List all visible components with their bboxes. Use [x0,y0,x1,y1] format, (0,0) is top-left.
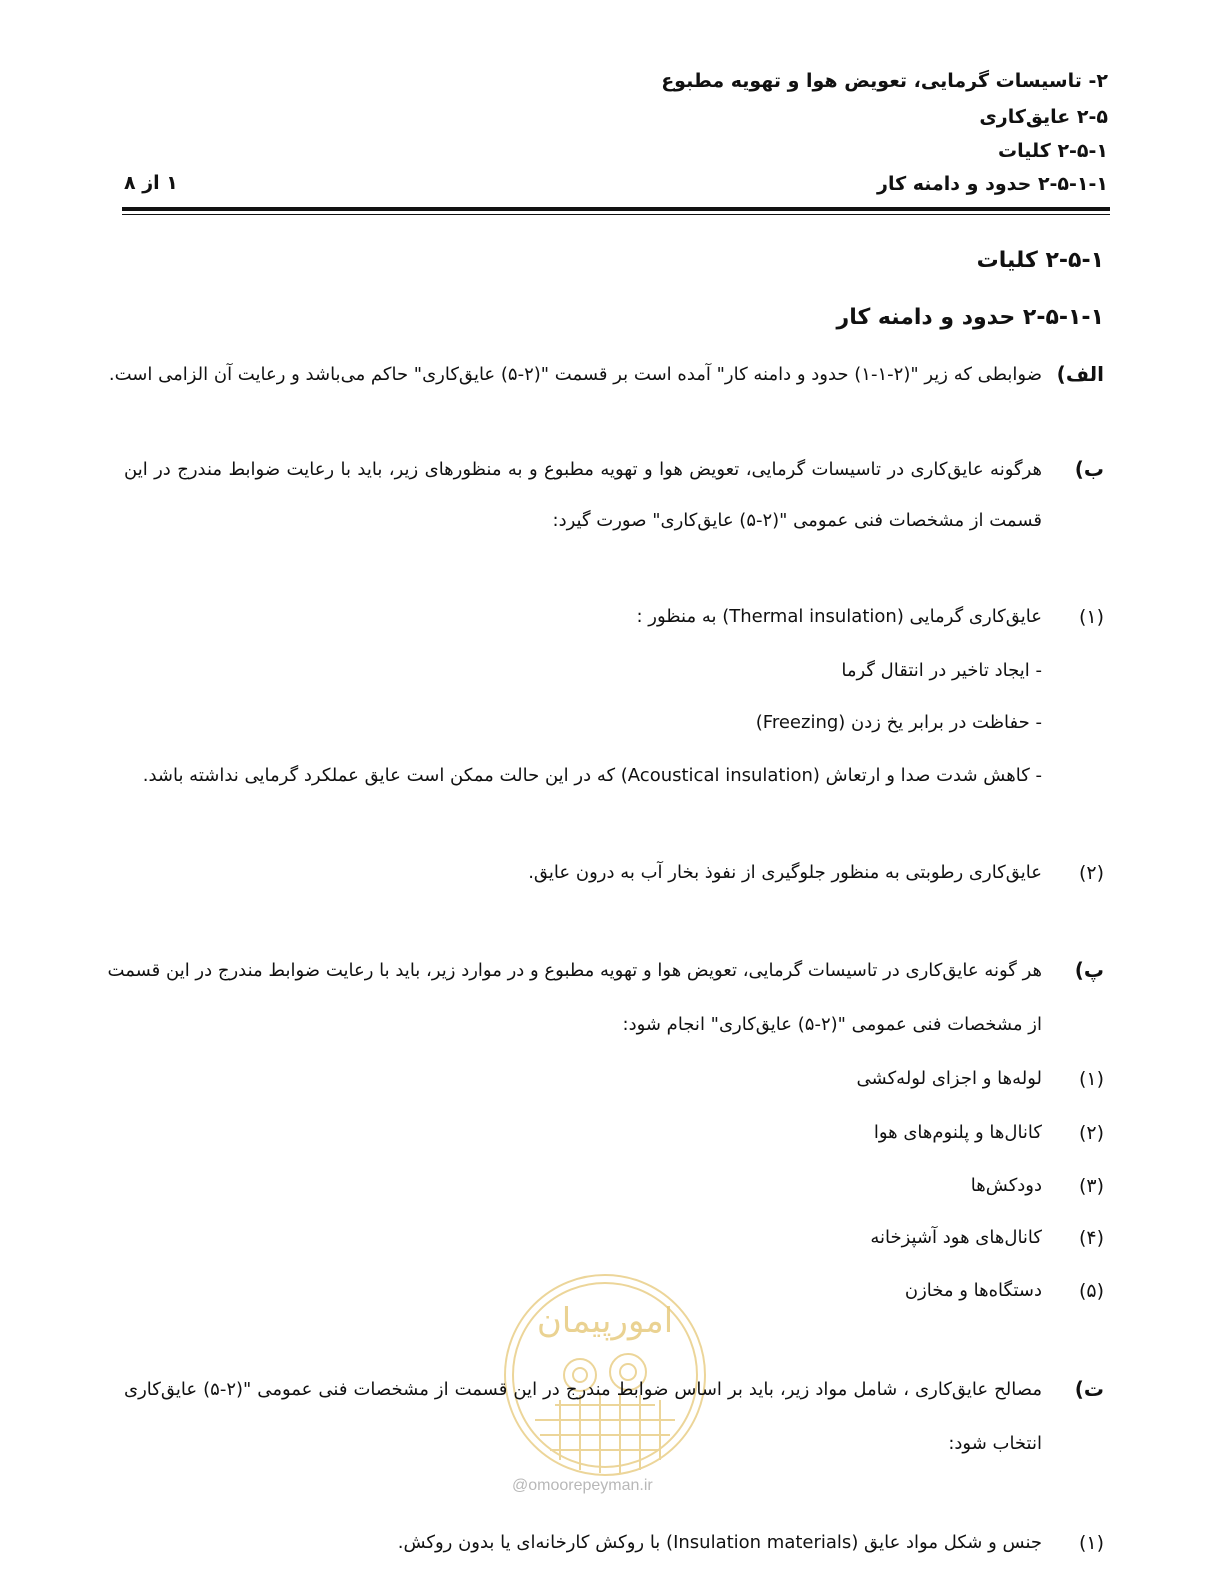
pe-item-2-num: (۲) [1078,1122,1104,1144]
pe-item-5-text: دستگاه‌ها و مخازن [904,1280,1042,1301]
pe-item-2-text: کانال‌ها و پلنوم‌های هوا [873,1122,1042,1143]
clause-te-label: ت) [1074,1377,1104,1401]
pe-item-4-text: کانال‌های هود آشپزخانه [870,1227,1042,1248]
te-item-1-num: (۱) [1078,1532,1104,1554]
pe-item-3-text: دودکش‌ها [970,1175,1042,1196]
heading-general: ۲-۵-۱ کلیات [976,248,1104,273]
watermark-site: @omoorepeyman.ir [512,1477,653,1494]
clause-alef-text: ضوابطی که زیر "(۲-۱-۱) حدود و دامنه کار" آمده است بر قسمت "(۲-۵) عایق‌کاری" حاکم می‌باشد و رعایت آن الزامی است. [108,364,1042,385]
be-item-2-num: (۲) [1078,862,1104,884]
pe-item-5-num: (۵) [1078,1280,1104,1302]
clause-te-line2: انتخاب شود: [948,1433,1042,1454]
clause-te-line1: مصالح عایق‌کاری ، شامل مواد زیر، باید بر اساس ضوابط مندرج در این قسمت از مشخصات فنی عمومی "(۲-۵) عایق‌کاری [124,1379,1042,1400]
be-item-1-text: عایق‌کاری گرمایی (Thermal insulation) به منظور : [636,606,1042,627]
te-item-1-text: جنس و شکل مواد عایق (Insulation materials) با روکش کارخانه‌ای یا بدون روکش. [397,1532,1042,1553]
clause-be-line1: هرگونه عایق‌کاری در تاسیسات گرمایی، تعویض هوا و تهویه مطبوع و به منظورهای زیر، باید با رعایت ضوابط مندرج در این [124,459,1042,480]
watermark-logo-icon [500,1270,710,1480]
heading-scope: ۲-۵-۱-۱ حدود و دامنه کار [836,305,1104,330]
page-number: ۱ از ۸ [124,172,178,194]
header-section: ۲-۵ عایق‌کاری [979,106,1108,128]
header-divider-thin [122,214,1110,215]
pe-item-1-text: لوله‌ها و اجزای لوله‌کشی [856,1068,1042,1089]
be-item-1-num: (۱) [1078,606,1104,628]
clause-pe-line2: از مشخصات فنی عمومی "(۲-۵) عایق‌کاری" انجام شود: [622,1014,1042,1035]
header-subsection: ۲-۵-۱ کلیات [998,140,1108,162]
be-item-1-sub2: - حفاظت در برابر یخ زدن (Freezing) [755,712,1042,733]
clause-alef-label: الف) [1056,362,1104,386]
be-item-2-text: عایق‌کاری رطوبتی به منظور جلوگیری از نفوذ بخار آب به درون عایق. [528,862,1042,883]
pe-item-4-num: (۴) [1078,1227,1104,1249]
header-chapter: ۲- تاسیسات گرمایی، تعویض هوا و تهویه مطبوع [661,70,1108,92]
watermark-logo-text: امورپیمان [536,1301,674,1341]
be-item-1-sub3: - کاهش شدت صدا و ارتعاش (Acoustical insulation) که در این حالت ممکن است عایق عملکرد گرمایی نداشته باشد. [142,765,1042,786]
be-item-1-sub1: - ایجاد تاخیر در انتقال گرما [841,660,1042,681]
pe-item-1-num: (۱) [1078,1068,1104,1090]
header-topic: ۲-۵-۱-۱ حدود و دامنه کار [877,173,1108,195]
clause-pe-line1: هر گونه عایق‌کاری در تاسیسات گرمایی، تعویض هوا و تهویه مطبوع و در موارد زیر، باید با رعایت ضوابط مندرج در این قسمت [107,960,1042,981]
header-divider-thick [122,207,1110,211]
clause-pe-label: پ) [1074,958,1104,982]
clause-be-label: ب) [1074,457,1104,481]
clause-be-line2: قسمت از مشخصات فنی عمومی "(۲-۵) عایق‌کاری" صورت گیرد: [552,510,1042,531]
pe-item-3-num: (۳) [1078,1175,1104,1197]
